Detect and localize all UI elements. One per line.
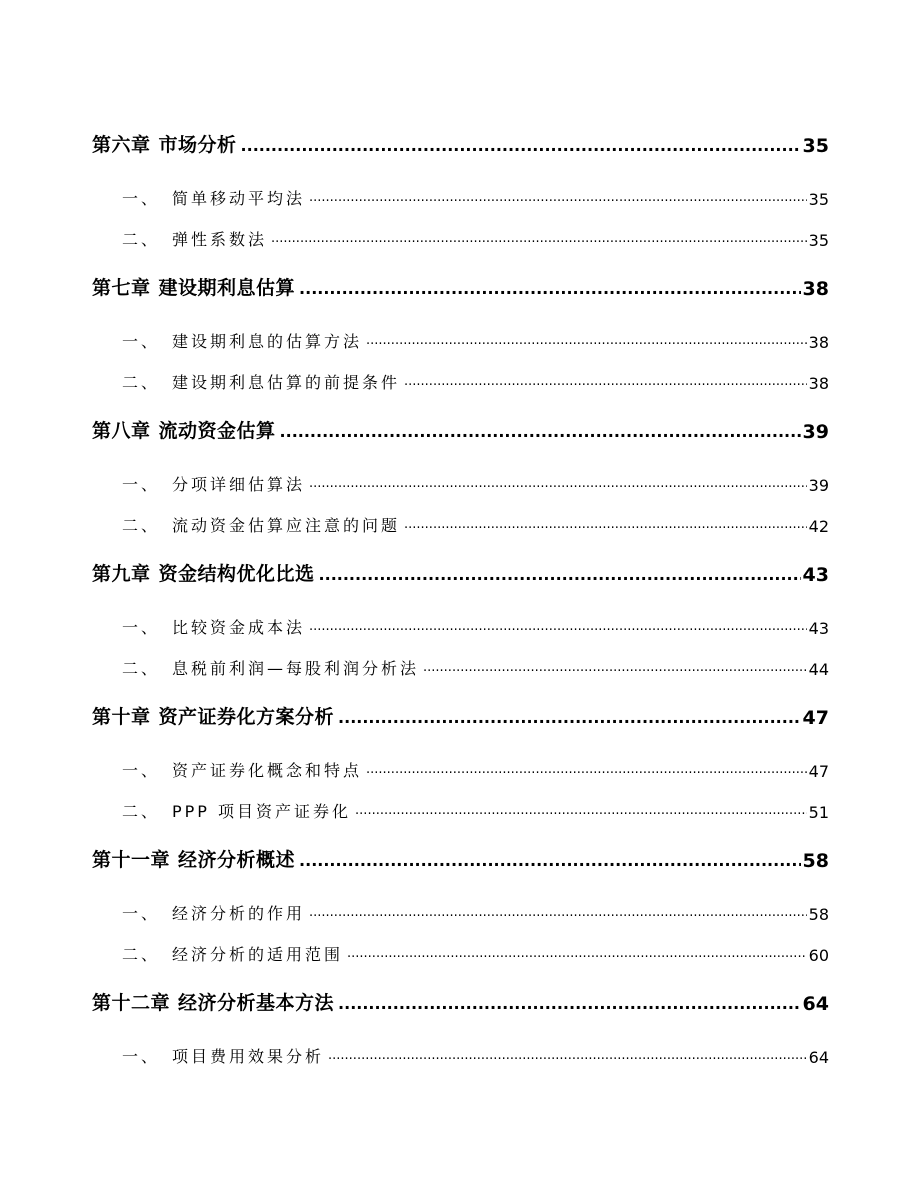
toc-chapter-12[interactable]: [92, 975, 829, 1015]
toc-entry-page: 47: [802, 707, 829, 729]
toc-dot-leader: [309, 906, 807, 920]
toc-dot-leader: [299, 853, 801, 867]
toc-entry-title: 息税前利润—每股利润分析法: [172, 659, 420, 678]
toc-entry-title: PPP 项目资产证券化: [172, 802, 352, 821]
toc-entry-page: 58: [802, 850, 829, 872]
toc-dot-leader: [423, 661, 807, 675]
toc-entry-title: 经济分析概述: [178, 849, 296, 871]
toc-entry-page: 43: [802, 564, 829, 586]
toc-entry-title: 建设期利息估算: [158, 277, 296, 299]
toc-entry-label: [92, 130, 237, 157]
toc-entry-label: [92, 845, 295, 872]
toc-entry-label: [92, 799, 351, 822]
toc-entry-number: 第八章: [92, 420, 151, 442]
toc-entry-number: 第十章: [92, 706, 151, 728]
toc-entry-page: 64: [808, 1048, 829, 1067]
toc-entry-page: 44: [808, 660, 829, 679]
toc-section-11-1[interactable]: [92, 884, 829, 924]
toc-entry-label: [92, 370, 400, 393]
toc-entry-number: 二、: [122, 230, 161, 249]
toc-chapter-7[interactable]: [92, 260, 829, 300]
toc-dot-leader: [366, 763, 807, 777]
toc-chapter-8[interactable]: [92, 403, 829, 443]
toc-section-9-1[interactable]: [92, 598, 829, 638]
toc-entry-label: [92, 656, 419, 679]
toc-entry-number: 二、: [122, 516, 161, 535]
toc-dot-leader: [404, 375, 807, 389]
toc-entry-label: [92, 329, 362, 352]
toc-entry-page: 64: [802, 993, 829, 1015]
toc-dot-leader: [347, 947, 807, 961]
toc-dot-leader: [280, 424, 801, 438]
toc-entry-title: 弹性系数法: [172, 230, 268, 249]
toc-dot-leader: [338, 996, 801, 1010]
toc-entry-number: 一、: [122, 761, 161, 780]
toc-entry-label: [92, 758, 362, 781]
toc-entry-label: [92, 615, 305, 638]
toc-entry-title: 经济分析的作用: [172, 904, 306, 923]
toc-dot-leader: [319, 567, 801, 581]
toc-entry-number: 第七章: [92, 277, 151, 299]
toc-dot-leader: [309, 620, 807, 634]
toc-entry-label: [92, 988, 334, 1015]
toc-entry-page: 39: [802, 421, 829, 443]
toc-dot-leader: [355, 804, 807, 818]
toc-section-7-1[interactable]: [92, 312, 829, 352]
toc-entry-title: 简单移动平均法: [172, 189, 306, 208]
toc-entry-label: [92, 901, 305, 924]
toc-section-10-2[interactable]: [92, 782, 829, 822]
toc-section-8-1[interactable]: [92, 455, 829, 495]
toc-entry-label: [92, 513, 400, 536]
toc-dot-leader: [366, 334, 807, 348]
toc-entry-page: 51: [808, 803, 829, 822]
toc-entry-number: 二、: [122, 945, 161, 964]
toc-section-6-1[interactable]: [92, 169, 829, 209]
toc-entry-number: 一、: [122, 189, 161, 208]
toc-entry-label: [92, 559, 315, 586]
toc-section-12-1[interactable]: [92, 1027, 829, 1067]
toc-entry-label: [92, 1044, 324, 1067]
toc-entry-page: 38: [808, 333, 829, 352]
toc-entry-number: 一、: [122, 904, 161, 923]
toc-dot-leader: [328, 1049, 807, 1063]
toc-entry-title: 比较资金成本法: [172, 618, 306, 637]
toc-section-6-2[interactable]: [92, 210, 829, 250]
toc-chapter-9[interactable]: [92, 546, 829, 586]
toc-entry-number: 第十一章: [92, 849, 171, 871]
toc-entry-title: 资金结构优化比选: [158, 563, 315, 585]
toc-entry-title: 市场分析: [158, 134, 237, 156]
toc-entry-title: 建设期利息估算的前提条件: [172, 373, 401, 392]
toc-dot-leader: [309, 191, 807, 205]
toc-entry-page: 43: [808, 619, 829, 638]
toc-entry-page: 38: [808, 374, 829, 393]
toc-entry-label: [92, 472, 305, 495]
toc-entry-title: 分项详细估算法: [172, 475, 306, 494]
toc-entry-title: 经济分析基本方法: [178, 992, 335, 1014]
toc-entry-title: 资产证券化方案分析: [158, 706, 335, 728]
toc-entry-number: 第九章: [92, 563, 151, 585]
toc-entry-title: 流动资金估算: [158, 420, 276, 442]
toc-entry-title: 项目费用效果分析: [172, 1047, 325, 1066]
toc-chapter-11[interactable]: [92, 832, 829, 872]
toc-entry-label: [92, 227, 267, 250]
toc-entry-number: 二、: [122, 373, 161, 392]
toc-dot-leader: [299, 281, 801, 295]
toc-entry-title: 流动资金估算应注意的问题: [172, 516, 401, 535]
toc-entry-page: 42: [808, 517, 829, 536]
toc-entry-page: 35: [808, 231, 829, 250]
toc-entry-page: 47: [808, 762, 829, 781]
toc-section-11-2[interactable]: [92, 925, 829, 965]
toc-entry-number: 二、: [122, 659, 161, 678]
toc-entry-title: 建设期利息的估算方法: [172, 332, 363, 351]
toc-entry-title: 经济分析的适用范围: [172, 945, 344, 964]
toc-entry-page: 58: [808, 905, 829, 924]
toc-entry-label: [92, 273, 295, 300]
toc-entry-number: 一、: [122, 1047, 161, 1066]
toc-entry-page: 35: [808, 190, 829, 209]
toc-chapter-10[interactable]: [92, 689, 829, 729]
toc-dot-leader: [271, 232, 807, 246]
toc-entry-label: [92, 942, 343, 965]
toc-entry-label: [92, 702, 334, 729]
toc-entry-number: 第六章: [92, 134, 151, 156]
toc-dot-leader: [338, 710, 801, 724]
toc-entry-label: [92, 186, 305, 209]
toc-entry-number: 一、: [122, 332, 161, 351]
toc-entry-title: 资产证券化概念和特点: [172, 761, 363, 780]
table-of-contents: [92, 117, 829, 1067]
toc-chapter-6[interactable]: [92, 117, 829, 157]
toc-section-8-2[interactable]: [92, 496, 829, 536]
toc-section-10-1[interactable]: [92, 741, 829, 781]
toc-entry-label: [92, 416, 276, 443]
toc-entry-page: 38: [802, 278, 829, 300]
toc-section-9-2[interactable]: [92, 639, 829, 679]
toc-section-7-2[interactable]: [92, 353, 829, 393]
toc-dot-leader: [241, 138, 801, 152]
toc-entry-number: 二、: [122, 802, 161, 821]
toc-dot-leader: [309, 477, 807, 491]
toc-entry-page: 39: [808, 476, 829, 495]
toc-entry-page: 35: [802, 135, 829, 157]
toc-entry-number: 第十二章: [92, 992, 171, 1014]
toc-dot-leader: [404, 518, 807, 532]
toc-entry-number: 一、: [122, 618, 161, 637]
toc-entry-page: 60: [808, 946, 829, 965]
toc-entry-number: 一、: [122, 475, 161, 494]
